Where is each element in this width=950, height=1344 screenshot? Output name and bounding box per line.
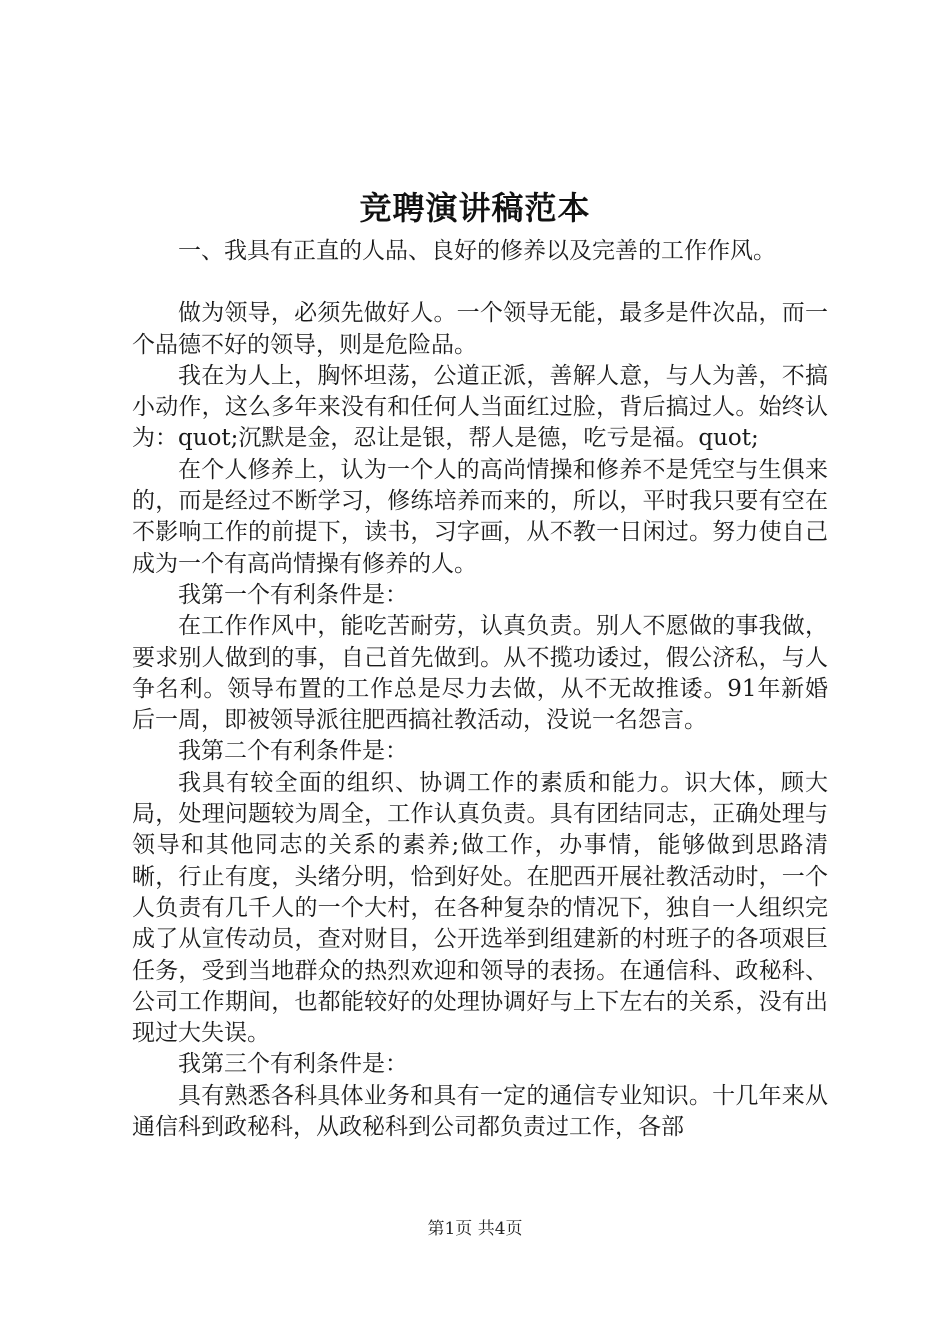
paragraph: 在工作作风中，能吃苦耐劳，认真负责。别人不愿做的事我做，要求别人做到的事，自己首先做到。从不揽功诿过，假公济私，与人争名利。领导布置的工作总是尽力去做，从不无故推诿。91年新婚后一周，即被领导派往肥西搞社教活动，没说一名怨言。 xyxy=(132,613,828,734)
page-number-footer: 第1页 共4页 xyxy=(427,1219,523,1239)
paragraph: 具有熟悉各科具体业务和具有一定的通信专业知识。十几年来从通信科到政秘科，从政秘科到公司都负责过工作，各部 xyxy=(132,1082,828,1141)
paragraph: 在个人修养上，认为一个人的高尚情操和修养不是凭空与生俱来的，而是经过不断学习，修练培养而来的，所以，平时我只要有空在不影响工作的前提下，读书，习字画，从不教一日闲过。努力使自己成为一个有高尚情操有修养的人。 xyxy=(132,456,828,577)
paragraph: 做为领导，必须先做好人。一个领导无能，最多是件次品，而一个品德不好的领导，则是危险品。 xyxy=(132,300,828,358)
paragraph: 我第二个有利条件是： xyxy=(178,738,408,765)
section-heading: 一、我具有正直的人品、良好的修养以及完善的工作作风。 xyxy=(178,238,776,264)
paragraph: 我第三个有利条件是： xyxy=(178,1051,408,1078)
document-body xyxy=(132,236,828,1143)
paragraph: 我第一个有利条件是： xyxy=(178,581,408,608)
paragraph: 我在为人上，胸怀坦荡，公道正派，善解人意，与人为善，不搞小动作，这么多年来没有和任何人当面红过脸，背后搞过人。始终认为：quot;沉默是金，忍让是银，帮人是德，吃亏是福。quot; xyxy=(132,362,828,452)
document-title: 竞聘演讲稿范本 xyxy=(359,189,591,227)
paragraph: 我具有较全面的组织、协调工作的素质和能力。识大体，顾大局，处理问题较为周全，工作认真负责。具有团结同志，正确处理与领导和其他同志的关系的素养;做工作，办事情，能够做到思路清晰，行止有度，头绪分明，恰到好处。在肥西开展社教活动时，一个人负责有几千人的一个大村，在各种复杂的情况下，独自一人组织完成了从宣传动员，查对财目，公开选举到组建新的村班子的各项艰巨任务，受到当地群众的热烈欢迎和领导的表扬。在通信科、政秘科、公司工作期间，也都能较好的处理协调好与上下左右的关系，没有出现过大失误。 xyxy=(132,769,828,1047)
